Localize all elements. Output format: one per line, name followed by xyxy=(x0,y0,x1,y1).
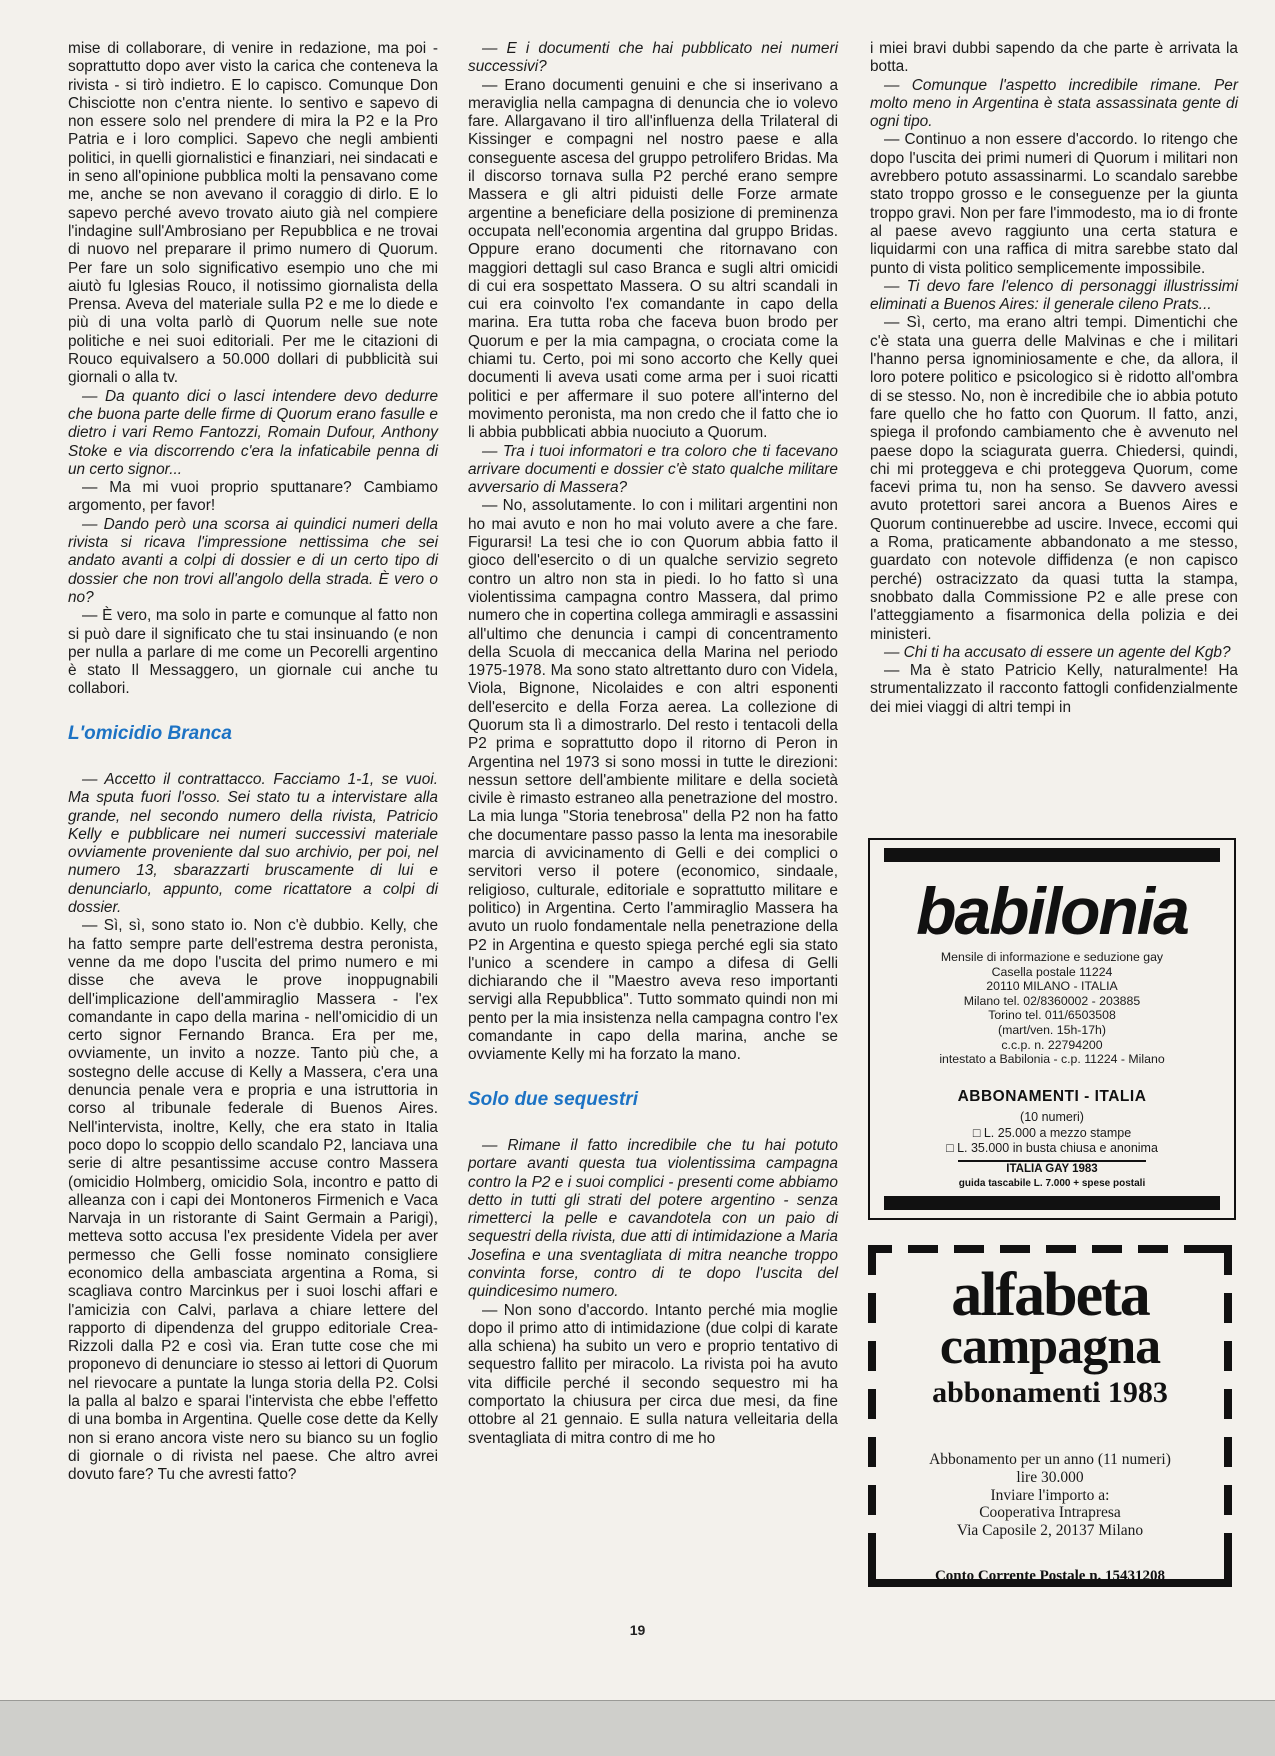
subscription-option: □ L. 35.000 in busta chiusa e anonima xyxy=(946,1141,1158,1155)
question-paragraph: — Da quanto dici o lasci intendere devo dedurre che buona parte delle firme di Quorum erano fasulle e dietro i vari Remo Fantozzi, Romain Dufour, Anthony Stoke e via discorrendo c'era la infaticabile penna di un certo signor... xyxy=(68,387,438,478)
paragraph: — Ma è stato Patricio Kelly, naturalmente! Ha strumentalizzato il racconto fattogli confidenzialmente dei miei viaggi di altri tempi in xyxy=(870,662,1238,716)
question-paragraph: — Accetto il contrattacco. Facciamo 1-1, se vuoi. Ma sputa fuori l'osso. Sei stato tu a intervistare alla grande, nel secondo numero della rivista, Patricio Kelly e pubblicare nei numeri successivi materiale ovviamente proveniente dal suo archivio, per poi, nel numero 13, sbarazzarti bruscamente di lui e denunciarlo, appunto, come ricattatore a colpi di dossier. xyxy=(68,770,438,917)
frame-dash xyxy=(868,1437,876,1467)
page-number: 19 xyxy=(629,1622,646,1638)
frame-dash xyxy=(1138,1245,1168,1253)
paragraph: — Ma mi vuoi proprio sputtanare? Cambiamo argomento, per favor! xyxy=(68,479,438,515)
babilonia-contact-info xyxy=(880,950,1224,1067)
frame-dash xyxy=(1092,1245,1122,1253)
text-column-1 xyxy=(68,40,438,1485)
ad-line: lire 30.000 xyxy=(1016,1468,1084,1486)
ad-line: (mart/ven. 15h-17h) xyxy=(998,1022,1106,1037)
frame-dash xyxy=(1224,1485,1232,1515)
frame-dash xyxy=(868,1485,876,1515)
ad-line: Cooperativa Intrapresa xyxy=(979,1504,1121,1522)
text-column-2 xyxy=(468,40,838,1448)
subscription-options xyxy=(880,1110,1224,1157)
alfabeta-info xyxy=(888,1451,1212,1540)
subscription-option: □ L. 25.000 a mezzo stampe xyxy=(972,1125,1132,1140)
paragraph: — No, assolutamente. Io con i militari argentini non ho mai avuto e non ho mai voluto avere a che fare. Figurarsi! La tesi che io con Quorum abbia fatto il gioco dell'esercito o di un qualche servizio segreto contro un altro non sta in piedi. Io ho fatto sì una violentissima campagna contro Massera, dal primo numero che in copertina collega ammiragli e assassini all'ultimo che denuncia i campi di concentramento della Scuola di meccanica della Marina nel periodo 1975-1978. Ma sono stato altrettanto duro con Videla, Viola, Bignone, Nicolaides e con altri esponenti dell'esercito e della Forza aerea. La collezione di Quorum sta lì a dimostrarlo. Del resto i tentacoli della P2 prima e soprattutto dopo il ritorno di Peron in Argentina nel 1973 si sono mossi in tutte le direzioni: nessun settore dell'ambiente militare e della società civile è rimasto estraneo alla penetrazione del mostro. La mia lunga "Storia tenebrosa" della P2 non ha fatto che documentare passo passo la lenta ma inesorabile marcia di avvicinamento di Gelli e dei complici o servitori verso il potere (economico, sindaale, religioso, culturale, editoriale e soprattutto militare e politico) in Argentina. Certo l'ammiraglio Massera ha avuto un ruolo fondamentale nella penetrazione della P2 in Argentina e questo spiega perché egli sia stato l'unico a scendere in campo a difesa di Gelli dichiarando che il "Maestro aveva reso importanti servigi alla Repubblica". Tutto sommato quindi non mi pento per la mia insistenza nella campagna contro l'ex comandante in capo della marina, anche se ovviamente Kelly mi ha forzato la mano. xyxy=(468,497,838,1064)
ad-line: Torino tel. 011/6503508 xyxy=(988,1008,1116,1023)
ad-line: Inviare l'importo a: xyxy=(990,1486,1110,1504)
ad-line: Milano tel. 02/8360002 - 203885 xyxy=(963,993,1141,1008)
ad-line: Via Caposile 2, 20137 Milano xyxy=(956,1522,1144,1540)
subscriptions-title: ABBONAMENTI - ITALIA xyxy=(957,1088,1147,1105)
ad-line: c.c.p. n. 22794200 xyxy=(1001,1037,1103,1052)
ad-line: Mensile di informazione e seduzione gay xyxy=(940,950,1164,964)
guide-price: guida tascabile L. 7.000 + spese postali xyxy=(958,1178,1146,1189)
alfabeta-logo: alfabeta xyxy=(951,1261,1149,1329)
frame-dash xyxy=(1000,1245,1030,1253)
paragraph: — È vero, ma solo in parte e comunque al fatto non si può dare il significato che tu stai insinuando (e non per nulla a parlare di me come un Pecorelli argentino è stato Il Messaggero, un giornale cui anche tu collabori. xyxy=(68,607,438,698)
paragraph: — Sì, certo, ma erano altri tempi. Dimentichi che c'è stata una guerra delle Malvinas e che i militari l'hanno persa ignominiosamente e che, da allora, il loro potere politico e psicologico si è ridotto all'ombra di se stesso. No, non è incredibile che io abbia potuto fare quello che ho fatto con Quorum. Il fatto, anzi, spiega il profondo cambiamento che è avvenuto nel paese dopo la sciagurata guerra. Chiedersi, quindi, chi mi proteggeva e chi proteggeva Quorum, come facevi prima tu, non ha senso. Se davvero avessi avuto protettori sarei ancora a Buenos Aires e Quorum continuerebbe ad uscire. Invece, eccomi qui a Roma, praticamente abbandonato a me stesso, guardato con notevole diffidenza (e non capisco perché) ostracizzato da quasi tutta la stampa, snobbato dalla Commissione P2 e alle prese con l'atteggiamento a fisarmonica della polizia e dei ministeri. xyxy=(870,314,1238,643)
ad-divider-bar xyxy=(884,848,1220,862)
text-column-3 xyxy=(870,40,1238,717)
postal-account: Conto Corrente Postale n. 15431208 xyxy=(934,1568,1166,1584)
question-paragraph: — Dando però una scorsa ai quindici numeri della rivista si ricava l'impressione nettissima che sei andato avanti a colpi di dossier e di un certo tipo di dossier che non trovi all'angolo della strada. È vero o no? xyxy=(68,515,438,606)
ad-line: 20110 MILANO - ITALIA xyxy=(986,979,1118,994)
paragraph: mise di collaborare, di venire in redazione, ma poi - soprattutto dopo aver visto la carica che conteneva la rivista - si tirò indietro. E lo capisco. Comunque Don Chisciotte non c'entra niente. Io sentivo e sapevo di non essere solo nel prendere di mira la P2 e la Pro Patria e i loro complici. Sapevo che negli ambienti politici, in quelli giornalistici e finanziari, nei sindacati e in seno all'opinione pubblica molti la pensavano come me, anche se non avevano il coraggio di dirlo. E lo sapevo perché avevo trovato aiuto già nel compiere l'indagine sull'Ambrosiano per Repubblica e ne trovai di nuovo nel preparare il primo numero di Quorum. Per fare un solo significativo esempio uno che mi aiutò fu Iglesias Rouco, il notissimo giornalista della Prensa. Aveva del materiale sulla P2 e me lo diede e più di una volta parlò di Quorum nelle sue note politiche e nei suoi editoriali. Per me le citazioni di Rouco equivalsero a 50.000 dollari di pubblicità sui giornali o alla tv. xyxy=(68,40,438,387)
paragraph: — Sì, sì, sono stato io. Non c'è dubbio. Kelly, che ha fatto sempre parte dell'estrema destra peronista, venne da me dopo l'uscita del primo numero e mi disse che aveva le prove inoppugnabili dell'implicazione dell'ammiraglio Massera - l'ex comandante in capo della marina - nell'omicidio di un certo signor Fernando Branca. Era per me, ovviamente, un invito a nozze. Tanto più che, a sostegno delle accuse di Kelly a Massera, c'era una denuncia penale vera e propria e una istruttoria in corso al tribunale federale di Buenos Aires. Nell'intervista, inoltre, Kelly, che era stato in Italia poco dopo lo scoppio dello scandalo P2, lanciava una serie di altre pesantissime accuse contro Massera (omicidio Holmberg, omicidio Sola, incontro e patto di alleanza con i capi dei Montoneros Firmenich e Vaca Narvaja in un ristorante di Saint Germain a Parigi), metteva sotto accusa l'ex presidente Videla per aver permesso che Gelli fosse nominato consigliere economico della ambasciata argentina a Roma, si scagliava contro Marcinkus per i suoi loschi affari e l'amicizia con Calvi, parlava a chiare lettere del rapporto di dipendenza del gruppo editoriale Crea-Rizzoli dalla P2 e così via. Eran tutte cose che mi proponevo di denunciare io stesso ai lettori di Quorum nel rievocare a puntate la lunga storia della P2. Colsi la palla al balzo e sparai l'intervista che ebbe l'effetto di una bomba in Argentina. Quelle cose dette da Kelly non si erano ancora viste nero su bianco su un foglio di giornale o di rivista nel paese. Che altro avrei dovuto fare? Tu che avresti fatto? xyxy=(68,917,438,1484)
question-paragraph: — Rimane il fatto incredibile che tu hai potuto portare avanti questa tua violentissima campagna contro la P2 e i suoi complici - presenti come abbiamo detto in tutti gli strati del potere argentino - senza rimetterci la pelle e cavandotela con un paio di sequestri della rivista, due atti di intimidazione a Maria Josefina e una sventagliata di mitra neanche troppo convinta forse, contro di te dopo l'uscita del quindicesimo numero. xyxy=(468,1136,838,1301)
ad-line: intestato a Babilonia - c.p. 11224 - Milano xyxy=(939,1052,1165,1067)
campagna-logo: campagna xyxy=(939,1318,1161,1375)
guide-title: ITALIA GAY 1983 xyxy=(1006,1163,1098,1175)
paragraph: — Erano documenti genuini e che si inserivano a meraviglia nella campagna di denuncia che io volevo fare. Allargavano il tiro all'influenza della Trilateral di Kissinger e compagni nel nostro paese e alla conseguente ascesa del gruppo petrolifero Bridas. Ma il discorso tornava sulla P2 perché erano sempre Massera e gli altri piduisti delle Forze armate argentine a beneficiare della posizione di preminenza occupata nell'economia argentina dal gruppo Bridas. Oppure erano documenti che ritornavano con maggiori dettagli sul caso Branca e sugli altri omicidi di cui era sospettato Massera. O su altri scandali in cui era coinvolto l'ex comandante in capo della marina. Era tutta roba che faceva buon brodo per Quorum e per la mia campagna, o crociata come la chiami tu. Certo, poi mi sono accorto che Kelly quei documenti li aveva usati come arma per i suoi ricatti politici e per affermare il suo potere all'interno del movimento peronista, ma non credo che il fatto che io li abbia pubblicati abbia nuociuto a Quorum. xyxy=(468,76,838,442)
question-paragraph: — Comunque l'aspetto incredibile rimane. Per molto meno in Argentina è stata assassinata gente di ogni tipo. xyxy=(870,76,1238,131)
ad-divider-bar xyxy=(884,1196,1220,1210)
ad-line: Casella postale 11224 xyxy=(991,964,1113,979)
babilonia-logo: babilonia xyxy=(916,874,1188,948)
ad-line: (10 numeri) xyxy=(1020,1110,1084,1124)
question-paragraph: — Tra i tuoi informatori e tra coloro che ti facevano arrivare documenti e dossier c'è stato qualche militare avversario di Massera? xyxy=(468,442,838,497)
paragraph: — Non sono d'accordo. Intanto perché mia moglie dopo il primo atto di intimidazione (due colpi di karate alla schiena) ha subito un vero e proprio tentativo di sequestro fallito per miracolo. La rivista poi ha avuto vita difficile perché il secondo sequestro mi ha comportato la chiusura per circa due mesi, da fine ottobre al 21 gennaio. E sulla natura velleitaria della sventagliata di mitra contro di me ho xyxy=(468,1301,838,1447)
paragraph: i miei bravi dubbi sapendo da che parte è arrivata la botta. xyxy=(870,40,1238,76)
scan-background xyxy=(0,1700,1275,1756)
question-paragraph: — Ti devo fare l'elenco di personaggi illustrissimi eliminati a Buenos Aires: il generale cileno Prats... xyxy=(870,277,1238,314)
question-paragraph: — Chi ti ha accusato di essere un agente del Kgb? xyxy=(884,643,1231,661)
frame-dash xyxy=(908,1245,938,1253)
babilonia-advertisement xyxy=(868,838,1236,1220)
frame-dash xyxy=(1224,1437,1232,1467)
ad-divider-line xyxy=(958,1160,1146,1162)
section-heading: L'omicidio Branca xyxy=(68,722,232,744)
subscriptions-year: abbonamenti 1983 xyxy=(932,1376,1168,1409)
paragraph: — Continuo a non essere d'accordo. Io ritengo che dopo l'uscita dei primi numeri di Quorum i militari non avrebbero potuto assassinarmi. Lo scandalo sarebbe stato troppo grosso e le conseguenze per la giunta troppo gravi. Non per fare l'immodesto, ma io di fronte al paese avevo raggiunto una certa statura e liquidarmi con una raffica di mitra sarebbe stato dal punto di vista politico semplicemente impossibile. xyxy=(870,131,1238,277)
question-paragraph: — E i documenti che hai pubblicato nei numeri successivi? xyxy=(468,40,838,76)
section-heading: Solo due sequestri xyxy=(468,1088,638,1110)
frame-dash xyxy=(954,1245,984,1253)
ad-line: Abbonamento per un anno (11 numeri) xyxy=(929,1451,1171,1468)
alfabeta-advertisement xyxy=(868,1245,1232,1587)
frame-dash xyxy=(1046,1245,1076,1253)
